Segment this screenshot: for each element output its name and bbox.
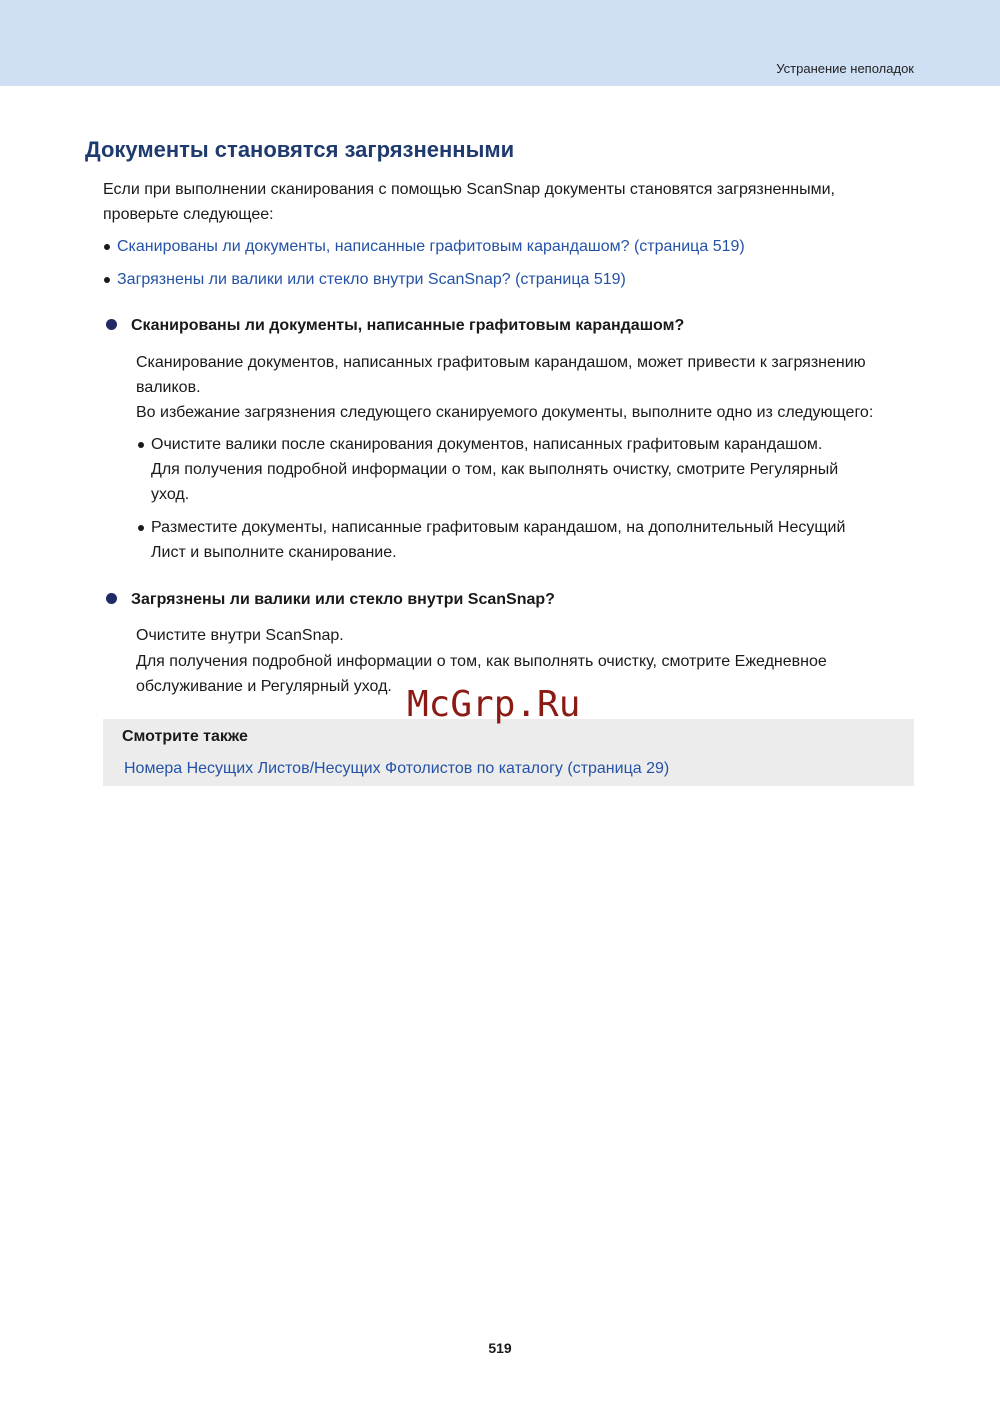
quick-link-rollers[interactable]: Загрязнены ли валики или стекло внутри ScanSnap? (страница 519) [117, 271, 626, 288]
page-number: 519 [488, 1340, 512, 1356]
bullet-icon [138, 442, 144, 448]
section1-item1-line: Для получения подробной информации о том, как выполнять очистку, смотрите Регулярный [151, 461, 839, 478]
section1-paragraph-line: валиков. [136, 379, 201, 396]
section2-line: обслуживание и Регулярный уход. [136, 678, 392, 695]
see-also-link-catalog[interactable]: Номера Несущих Листов/Несущих Фотолистов по каталогу (страница 29) [124, 760, 670, 777]
bullet-icon [104, 277, 110, 283]
section1-item1-line: Очистите валики после сканирования документов, написанных графитовым карандашом. [151, 436, 823, 453]
section1-item2-line: Разместите документы, написанные графитовым карандашом, на дополнительный Несущий [151, 519, 846, 536]
section2-line: Для получения подробной информации о том, как выполнять очистку, смотрите Ежедневное [136, 653, 827, 670]
section1-item1-line: уход. [151, 486, 190, 503]
section1-paragraph-line: Сканирование документов, написанных графитовым карандашом, может привести к загрязнению [136, 354, 866, 371]
section1-paragraph-line: Во избежание загрязнения следующего сканируемого документы, выполните одно из следующего: [136, 404, 874, 421]
section1-item2-line: Лист и выполните сканирование. [151, 544, 397, 561]
bullet-icon [138, 525, 144, 531]
page-title: Документы становятся загрязненными [85, 137, 515, 162]
section-heading-rollers: Загрязнены ли валики или стекло внутри ScanSnap? [131, 591, 555, 608]
section-bullet-icon [106, 593, 117, 604]
section-bullet-icon [106, 319, 117, 330]
quick-link-graphite[interactable]: Сканированы ли документы, написанные графитовым карандашом? (страница 519) [117, 238, 745, 255]
section-heading-graphite: Сканированы ли документы, написанные графитовым карандашом? [131, 317, 685, 334]
intro-line-2: проверьте следующее: [103, 206, 274, 223]
see-also-title: Смотрите также [122, 728, 248, 745]
intro-line-1: Если при выполнении сканирования с помощью ScanSnap документы становятся загрязненными, [103, 181, 835, 198]
watermark: McGrp.Ru [407, 684, 581, 725]
bullet-icon [104, 244, 110, 250]
header-section-label: Устранение неполадок [776, 61, 914, 76]
section2-line: Очистите внутри ScanSnap. [136, 627, 344, 644]
